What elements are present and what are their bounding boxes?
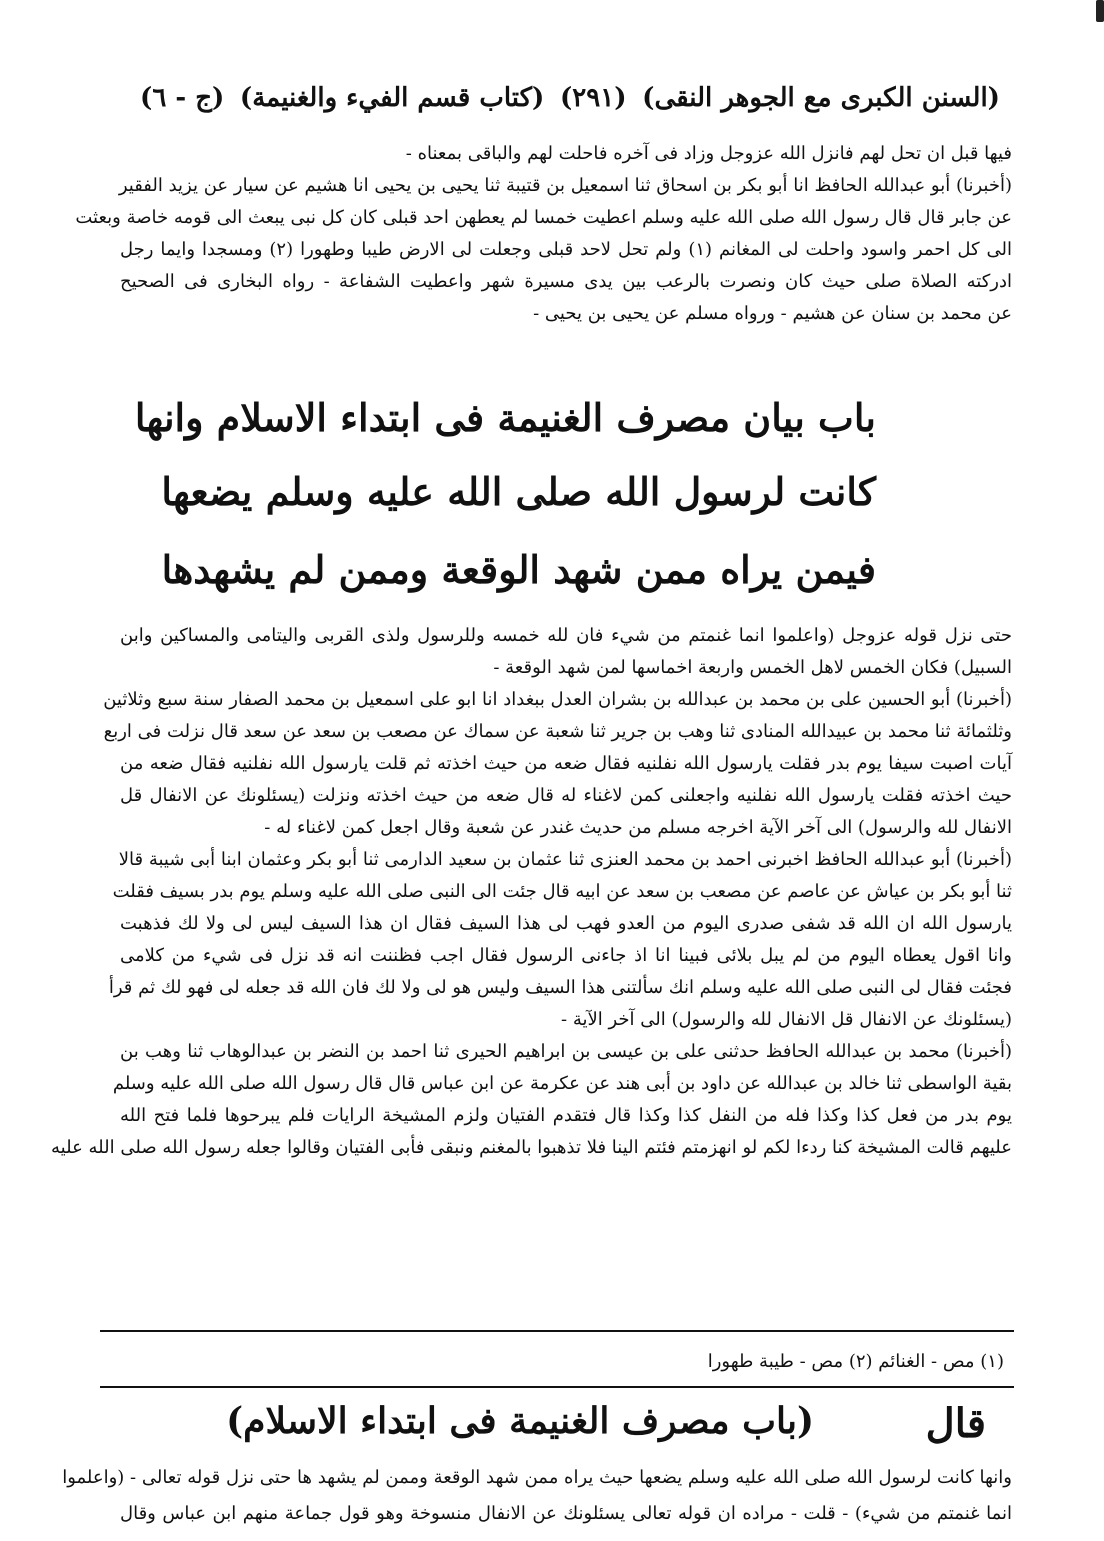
header-chapter: (كتاب قسم الفيء والغنيمة) — [239, 83, 545, 113]
text-line: (أخبرنا) أبو عبدالله الحافظ اخبرنى احمد بن محمد العنزى ثنا عثمان بن سعيد الدارمى ثنا أبو بكر وعثمان ابنا أبى شيبة قالا — [118, 849, 1012, 870]
commentary-line: انما غنمتم من شيء) - قلت - مراده ان قوله تعالى يسئلونك عن الانفال منسوخة وهو قول جماعة منهم ابن عباس وقال — [120, 1503, 1012, 1524]
scan-edge-mark — [1096, 0, 1104, 22]
commentary-divider — [100, 1386, 1014, 1388]
running-header — [140, 78, 1000, 118]
text-line: (أخبرنا) محمد بن عبدالله الحافظ حدثنى على بن عيسى بن ابراهيم الحيرى ثنا احمد بن النضر بن عبدالوهاب ثنا وهب بن — [120, 1041, 1012, 1062]
commentary-label: قال — [925, 1400, 986, 1447]
text-line: عليهم قالت المشيخة كنا ردءا لكم لو انهزمتم فئتم الينا فلا تذهبوا بالمغنم ونبقى فأبى الفتيان وقالوا جعله رسول الله صلى الله عليه — [51, 1137, 1012, 1158]
text-line: (أخبرنا) أبو الحسين على بن محمد بن عبدالله بن بشران العدل ببغداد انا ابو على اسمعيل بن محمد الصفار سنة سبع وثلاثين — [103, 689, 1012, 710]
text-line: بقية الواسطى ثنا خالد بن عبدالله عن داود بن أبى هند عن عكرمة عن ابن عباس قال قال رسول الله صلى الله عليه وسلم — [112, 1073, 1012, 1094]
text-line: فجئت فقال لى النبى صلى الله عليه وسلم انك سألتنى هذا السيف وليس هو لى ولا لك فان الله قد جعله لى فهو لك ثم قرأ — [108, 977, 1012, 998]
header-page-number: (٢٩١) — [559, 83, 627, 113]
text-line: يوم بدر من فعل كذا وكذا فله من النفل كذا وكذا قال فتقدم الفتيان ولزم المشيخة الرايات فلم يبرحوها فلما فتح الله — [120, 1105, 1012, 1126]
text-line: وثلثمائة ثنا محمد بن عبيدالله المنادى ثنا وهب بن جرير ثنا شعبة عن سماك عن مصعب بن سعد عن سعد قال نزلت فى اربع — [103, 721, 1012, 742]
text-line: حيث اخذته فقلت يارسول الله نفلنيه واجعلنى كمن لاغناء له قال ضعه من حيث اخذته ونزلت (يسئلونك عن الانفال قل — [120, 785, 1012, 806]
text-line: الى كل احمر واسود واحلت لى المغانم (١) ولم تحل لاحد قبلى وجعلت لى الارض طيبا وطهورا (٢) ومسجدا وايما رجل — [120, 239, 1013, 260]
text-line: حتى نزل قوله عزوجل (واعلموا انما غنمتم من شيء فان لله خمسه وللرسول ولذى القربى واليتامى والمساكين وابن — [120, 625, 1012, 646]
footnotes: (١) مص - الغنائم (٢) مص - طيبة طهورا — [707, 1351, 1004, 1372]
text-line: السبيل) فكان الخمس لاهل الخمس واربعة اخماسها لمن شهد الوقعة - — [493, 657, 1012, 678]
text-line: عن محمد بن سنان عن هشيم - ورواه مسلم عن يحيى بن يحيى - — [533, 303, 1012, 324]
text-line: آيات اصبت سيفا يوم بدر فقلت يارسول الله نفلنيه فقال ضعه من حيث اخذته ثم قلت يارسول الله نفلنيه فقال ضعه من — [120, 753, 1012, 774]
text-line: يارسول الله ان الله قد شفى صدرى اليوم من العدو فهب لى هذا السيف فقال ان هذا السيف ليس لى ولا لك فذهبت — [120, 913, 1012, 934]
text-line: الانفال لله والرسول) الى آخر الآية اخرجه مسلم من حديث غندر عن شعبة وقال اجعل كمن لاغناء له - — [264, 817, 1012, 838]
chapter-title-line: فيمن يراه ممن شهد الوقعة وممن لم يشهدها — [161, 547, 876, 592]
commentary-heading — [120, 1400, 1014, 1460]
header-book-title: (السنن الكبرى مع الجوهر النقى) — [642, 83, 1000, 113]
text-line: ثنا أبو بكر بن عياش عن عاصم عن مصعب بن سعد عن ابيه قال جئت الى النبى صلى الله عليه وسلم يوم بدر بسيف فقلت — [112, 881, 1012, 902]
chapter-title-line: كانت لرسول الله صلى الله عليه وسلم يضعها — [161, 469, 876, 514]
footnote-divider — [100, 1330, 1014, 1332]
commentary-line: وانها كانت لرسول الله صلى الله عليه وسلم يضعها حيث يراه ممن شهد الوقعة وممن لم يشهد ها حتى نزل قوله تعالى - (واعلموا — [62, 1467, 1012, 1488]
text-line: فيها قبل ان تحل لهم فانزل الله عزوجل وزاد فى آخره فاحلت لهم والباقى بمعناه - — [405, 143, 1012, 164]
header-volume: (ج - ٦) — [140, 83, 225, 113]
text-line: (يسئلونك عن الانفال قل الانفال لله والرسول) الى آخر الآية - — [561, 1009, 1012, 1030]
text-line: وانا اقول يعطاه اليوم من لم يبل بلائى فبينا انا اذ جاءنى الرسول فقال اجب فظننت انه قد نزل فى شيء من كلامى — [120, 945, 1012, 966]
chapter-title-line: باب بيان مصرف الغنيمة فى ابتداء الاسلام وانها — [134, 395, 876, 440]
text-line: ادركته الصلاة صلى حيث كان ونصرت بالرعب بين يدى مسيرة شهر واعطيت الشفاعة - رواه البخارى فى الصحيح — [120, 271, 1012, 292]
text-line: عن جابر قال قال رسول الله صلى الله عليه وسلم اعطيت خمسا لم يعطهن احد قبلى كان كل نبى يبعث الى قومه خاصة وبعثت — [75, 207, 1012, 228]
commentary-title: (باب مصرف الغنيمة فى ابتداء الاسلام) — [226, 1400, 814, 1442]
text-line: (أخبرنا) أبو عبدالله الحافظ انا أبو بكر بن اسحاق ثنا اسمعيل بن قتيبة ثنا يحيى بن يحيى انا هشيم عن سيار عن يزيد الفقير — [118, 175, 1012, 196]
